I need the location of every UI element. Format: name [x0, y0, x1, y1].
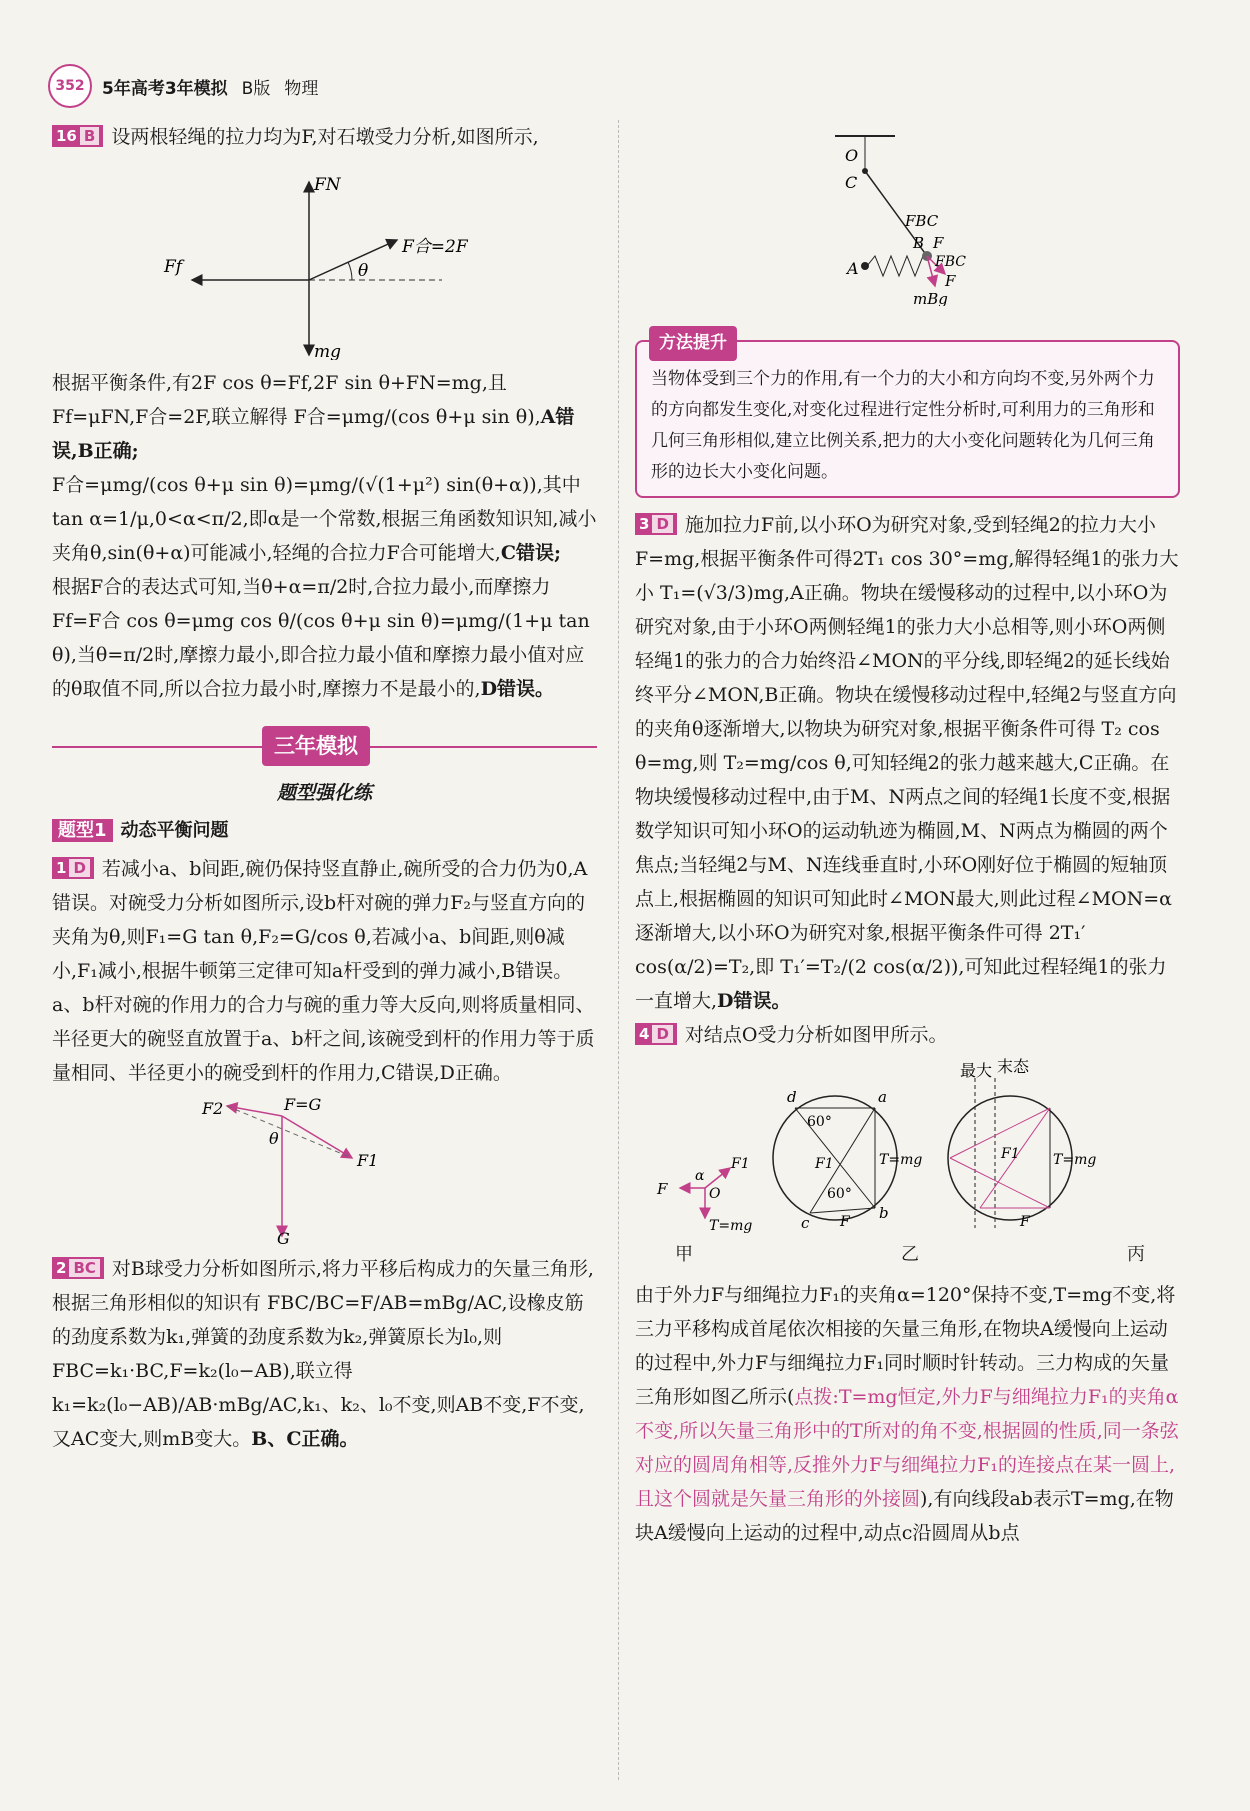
q1-f1-label: F1 [357, 1151, 379, 1170]
page-number: 352 [48, 64, 92, 108]
q1-theta-label: θ [269, 1129, 279, 1148]
q2-c-label: C [845, 173, 858, 192]
yi-f1-label: F1 [815, 1156, 834, 1172]
method-box [635, 333, 1180, 498]
section-title: 三年模拟 [262, 726, 370, 766]
method-text: 当物体受到三个力的作用,有一个力的大小和方向均不变,另外两个力的方向都发生变化,对变化过程进行定性分析时,可利用力的三角形和几何三角形相似,建立比例关系,把力的大小变化问题转化为几何三角形的边长大小变化问题。 [651, 369, 1155, 482]
q4-tag: 4 D [635, 1023, 677, 1045]
jia-o-label: O [709, 1186, 721, 1202]
yi-a-label: a [878, 1088, 887, 1106]
method-label: 方法提升 [649, 326, 737, 361]
q2-fbc2-label: FBC [935, 254, 966, 270]
q2-fbc-label: FBC [905, 212, 939, 230]
yi-d-label: d [787, 1088, 797, 1106]
q2-tag: 2 BC [52, 1257, 104, 1279]
topic-heading [52, 814, 597, 848]
column-divider [618, 120, 619, 1780]
q4-diagrams [635, 1058, 1180, 1272]
jia-f1-label: F1 [731, 1156, 750, 1172]
q1-tag: 1 D [52, 857, 94, 879]
section-subtitle: 题型强化练 [276, 782, 372, 804]
q16-force-diagram [52, 160, 597, 360]
q16-p1: 根据平衡条件,有2F cos θ=Ff,2F sin θ+FN=mg,且Ff=μFN,F合=2F,联立解得 F合=μmg/(cos θ+μ sin θ),A错误,B正确; [52, 372, 575, 462]
bing-t-label: T=mg [1053, 1152, 1097, 1168]
edition: B版 [241, 78, 271, 99]
q2-mbg-label: mBg [913, 290, 948, 306]
right-column [635, 120, 1180, 1550]
yi-t-label: T=mg [879, 1152, 923, 1168]
q2-force-diagram [635, 126, 1180, 306]
yi-b-label: b [879, 1204, 889, 1222]
max-label: 最大 [960, 1061, 993, 1080]
q16-p3: 根据F合的表达式可知,当θ+α=π/2时,合拉力最小,而摩擦力 Ff=F合 cos θ=μmg cos θ/(cos θ+μ sin θ)=μmg/(1+μ tan θ),当θ=π/2时,摩擦力最小,即合拉力最小值和摩擦力最小值对应的θ取值不同,所以合拉力最小时,摩擦力不是最小的,D错误。 [52, 576, 590, 700]
topic-name: 动态平衡问题 [120, 820, 229, 841]
final-label: 末态 [997, 1058, 1030, 1076]
q4-note: 点拨:T=mg恒定,外力F与细绳拉力F₁的夹角α不变,所以矢量三角形中的T所对的角不变,根据圆的性质,同一条弦对应的圆周角相等,反推外力F与细绳拉力F₁的连接点在某一圆上,且这个圆就是矢量三角形的外接圆 [635, 1386, 1179, 1510]
q2-a-label: A [847, 259, 859, 278]
jia-t-label: T=mg [709, 1218, 753, 1234]
caption-bing: 丙 [1127, 1244, 1145, 1265]
q2-f-label: F [933, 234, 944, 252]
yi-c-label: c [801, 1214, 810, 1232]
ff-label: Ff [164, 257, 183, 277]
q1-force-diagram [52, 1096, 597, 1246]
fhe-label: F合=2F [402, 237, 468, 257]
bing-f-label: F [1020, 1214, 1030, 1230]
yi-ang1-label: 60° [807, 1114, 832, 1130]
caption-yi: 乙 [901, 1244, 919, 1265]
jia-alpha-label: α [695, 1168, 705, 1184]
q2-b-label: B [913, 234, 925, 252]
q1-f2-label: F2 [202, 1099, 224, 1118]
fn-label: FN [314, 175, 341, 195]
page-header [48, 66, 318, 106]
jia-f-label: F [657, 1180, 668, 1198]
q4-text: 由于外力F与细绳拉力F₁的夹角α=120°保持不变,T=mg不变,将三力平移构成首尾依次相接的矢量三角形,在物块A缓慢向上运动的过程中,外力F与细绳拉力F₁同时顺时针转动。三力构成的矢量三角形如图乙所示(点拨:T=mg恒定,外力F与细绳拉力F₁的夹角α不变,所以矢量三角形中的T所对的角不变,根据圆的性质,同一条弦对应的圆周角相等,反推外力F与细绳拉力F₁的连接点在某一圆上,且这个圆就是矢量三角形的外接圆),有向线段ab表示T=mg,在物块A缓慢向上运动的过程中,动点c沿圆周从b点 [635, 1284, 1179, 1544]
q2-text: 2 BC 对B球受力分析如图所示,将力平移后构成力的矢量三角形,根据三角形相似的知识有 FBC/BC=F/AB=mBg/AC,设橡皮筋的劲度系数为k₁,弹簧的劲度系数为k₂,弹簧原长为l₀,则FBC=k₁·BC,F=k₂(l₀−AB),联立得 k₁=k₂(l₀−AB)/AB·mBg/AC,k₁、k₂、l₀不变,则AB不变,F不变,又AC变大,则mB变大。B、C正确。 [52, 1258, 594, 1450]
bing-f1-label: F1 [1001, 1146, 1020, 1162]
topic-number: 题型1 [52, 819, 113, 842]
section-bar [52, 726, 597, 770]
theta-label: θ [358, 261, 369, 281]
yi-ang2-label: 60° [827, 1186, 852, 1202]
q4-captions [675, 1238, 1145, 1272]
q3-tag: 3 D [635, 513, 677, 535]
q4-intro: 4 D 对结点O受力分析如图甲所示。 [635, 1018, 1180, 1052]
q1-g-label: G [277, 1229, 290, 1246]
left-column [52, 120, 597, 1456]
q3-text: 3 D 施加拉力F前,以小环O为研究对象,受到轻绳2的拉力大小F=mg,根据平衡条件可得2T₁ cos 30°=mg,解得轻绳1的张力大小 T₁=(√3/3)mg,A正确。物块在缓慢移动的过程中,以小环O为研究对象,由于小环O两侧轻绳1的张力大小总相等,则小环O两侧轻绳1的张力的合力始终沿∠MON的平分线,即轻绳2的延长线始终平分∠MON,B正确。物块在缓慢移动过程中,轻绳2与竖直方向的夹角θ逐渐增大,以物块为研究对象,根据平衡条件可得 T₂ cos θ=mg,则 T₂=mg/cos θ,可知轻绳2的张力越来越大,C正确。在物块缓慢移动过程中,由于M、N两点之间的轻绳1长度不变,根据数学知识可知小环O的运动轨迹为椭圆,M、N两点为椭圆的两个焦点;当轻绳2与M、N连线垂直时,小环O刚好位于椭圆的短轴顶点上,根据椭圆的知识可知此时∠MON最大,则此过程∠MON=α逐渐增大,以小环O为研究对象,根据平衡条件可得 2T₁′ cos(α/2)=T₂,即 T₁′=T₂/(2 cos(α/2)),可知此过程轻绳1的张力一直增大,D错误。 [635, 514, 1179, 1012]
yi-f-label: F [840, 1214, 850, 1230]
caption-jia: 甲 [675, 1244, 693, 1265]
q1-fg-label: F=G [284, 1096, 322, 1114]
q2-f2-label: F [945, 272, 956, 290]
q1-text: 1 D 若减小a、b间距,碗仍保持竖直静止,碗所受的合力仍为0,A错误。对碗受力分析如图所示,设b杆对碗的弹力F₂与竖直方向的夹角为θ,则F₁=G tan θ,F₂=G/cos θ,若减小a、b间距,则θ减小,F₁减小,根据牛顿第三定律可知a杆受到的弹力减小,B错误。a、b杆对碗的作用力的合力与碗的重力等大反向,则将质量相同、半径更大的碗竖直放置于a、b杆之间,该碗受到杆的作用力等于质量相同、半径更小的碗受到杆的作用力,C错误,D正确。 [52, 858, 595, 1084]
subject: 物理 [284, 78, 319, 99]
mg-label: mg [314, 342, 342, 360]
q16-p2: F合=μmg/(cos θ+μ sin θ)=μmg/(√(1+μ²) sin(θ+α)),其中 tan α=1/μ,0<α<π/2,即α是一个常数,根据三角函数知识知,减小夹角θ,sin(θ+α)可能减小,轻绳的合拉力F合可能增大,C错误; [52, 474, 597, 564]
q16-tag: 16 B [52, 125, 103, 147]
q2-o-label: O [845, 146, 859, 165]
q16-intro: 16 B 设两根轻绳的拉力均为F,对石墩受力分析,如图所示, [52, 120, 597, 154]
book-title: 5年高考3年模拟 [102, 78, 228, 99]
